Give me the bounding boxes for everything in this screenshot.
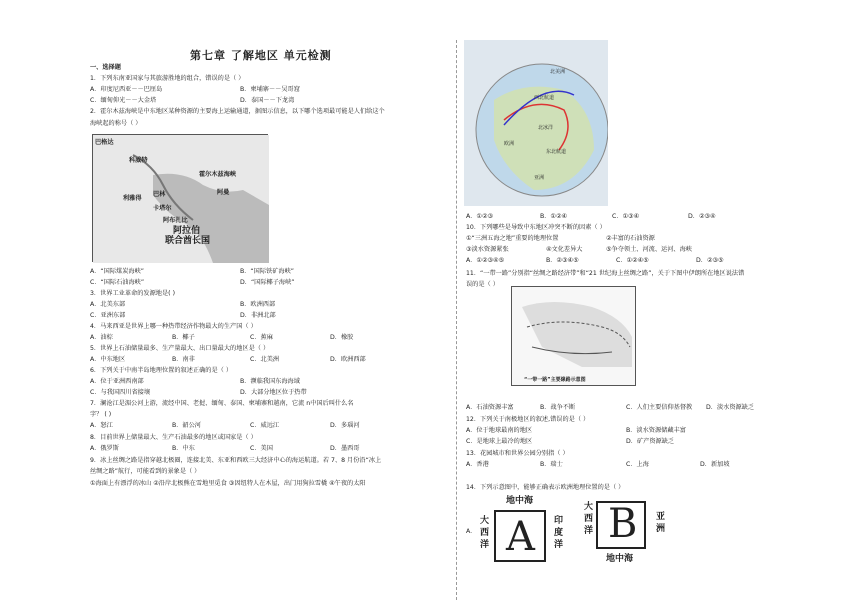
left-line: A．北美东部 bbox=[90, 301, 126, 308]
map-label-baghdad: 巴格达 bbox=[95, 139, 114, 146]
right-line: D．新加坡 bbox=[700, 461, 730, 468]
left-line: C．美国 bbox=[250, 445, 273, 452]
map-label-riyadh: 利雅得 bbox=[123, 195, 142, 202]
right-line: D．②③④ bbox=[688, 213, 716, 220]
left-line: C．与我国四川省接壤 bbox=[90, 389, 151, 396]
silk-road-caption: “一带一路”主要線路示意图 bbox=[524, 377, 586, 383]
left-line: 2．霍尔木兹海峡是中东地区某种资源的主要海上运输通道，据图示信息，以下哪个选项最可能是人们给这个 bbox=[90, 108, 385, 115]
right-line: B．战争不断 bbox=[540, 404, 576, 411]
globe-label-asia: 亚洲 bbox=[534, 175, 545, 181]
q14-b-letter: B bbox=[608, 501, 638, 547]
right-line: C．①②④⑤ bbox=[616, 257, 649, 264]
right-line: D．矿产资源缺乏 bbox=[626, 438, 675, 445]
left-line: 7．澜沧江是湄公河上游，流经中国、老挝、缅甸、泰国、柬埔寨和越南，它流 n中国后叫什么名 bbox=[90, 400, 354, 407]
left-line: C．亚洲东部 bbox=[90, 312, 126, 319]
q14-a-top: 地中海 bbox=[506, 496, 534, 506]
left-line: B．濒临我国东海海域 bbox=[240, 378, 300, 385]
globe-label-arctic: 北冰洋 bbox=[538, 125, 554, 131]
right-line: 10．下列哪些是导致中东地区冲突不断的因素（ ） bbox=[466, 224, 606, 231]
right-line: B．瑞士 bbox=[540, 461, 563, 468]
globe-label-europe: 欧洲 bbox=[504, 141, 515, 147]
map-label-arab: 阿拉伯 bbox=[173, 226, 201, 236]
right-line: A．①②③④⑤ bbox=[466, 257, 505, 264]
map-label-hormuz: 霍尔木兹海峡 bbox=[199, 171, 237, 178]
q14-b-right: 亚洲 bbox=[656, 512, 666, 534]
left-line: D．“国际椰子海峡” bbox=[240, 279, 295, 286]
map-label-abudhabi: 阿布扎比 bbox=[163, 217, 188, 224]
left-line: C．威远江 bbox=[250, 422, 280, 429]
right-line: A．①②③ bbox=[466, 213, 494, 220]
silk-road-map bbox=[511, 286, 636, 386]
q14-option-a: A. bbox=[466, 528, 473, 535]
q14-a-right: 印度洋 bbox=[554, 516, 564, 550]
silk-road-svg bbox=[512, 287, 637, 375]
q14-diagram-b bbox=[582, 499, 682, 569]
left-line: 9．冰上丝绸之路是指穿越北极圈，连接北美、东亚和西欧三大经济中心的海运航道。若 7、8 月份沿“冰上 bbox=[90, 457, 382, 464]
arctic-globe bbox=[464, 40, 608, 206]
left-line: C．北美洲 bbox=[250, 356, 280, 363]
left-line: B．欧洲西部 bbox=[240, 301, 276, 308]
left-line: 丝绸之路”航行，可能看到的景象是（ ） bbox=[90, 468, 201, 475]
column-divider bbox=[456, 40, 457, 600]
left-line: A．“国际煤炭海峡” bbox=[90, 268, 144, 275]
left-line: A．中东地区 bbox=[90, 356, 126, 363]
left-line: D．泰国－－下龙湾 bbox=[240, 97, 295, 104]
left-line: A．油棕 bbox=[90, 334, 113, 341]
right-line: B．淡水资源储藏丰富 bbox=[626, 427, 686, 434]
left-line: D．大部分地区位于热带 bbox=[240, 389, 307, 396]
map-label-uae: 联合酋长国 bbox=[165, 236, 211, 246]
left-line: C．“国际石油海峡” bbox=[90, 279, 145, 286]
left-line: B．中东 bbox=[172, 445, 195, 452]
q14-b-left: 大西洋 bbox=[584, 502, 594, 536]
right-line: ③淡水资源紧张 bbox=[466, 246, 509, 253]
left-line: D．欧洲西部 bbox=[330, 356, 366, 363]
left-line: D．橡胶 bbox=[330, 334, 354, 341]
left-line: B．椰子 bbox=[172, 334, 195, 341]
globe-label-namerica: 北美洲 bbox=[550, 69, 566, 75]
right-line: D．②③⑤ bbox=[696, 257, 724, 264]
q14-a-left: 大西洋 bbox=[480, 516, 490, 550]
left-line: B．南非 bbox=[172, 356, 195, 363]
right-line: C．是地球上最冷的地区 bbox=[466, 438, 533, 445]
right-line: B．②③④⑤ bbox=[546, 257, 579, 264]
q14-b-bottom: 地中海 bbox=[606, 554, 634, 564]
left-line: 8．目前世界上储量最大、生产石油最多的地区或国家是（ ） bbox=[90, 434, 257, 441]
left-line: C．蕉麻 bbox=[250, 334, 273, 341]
map-label-bahrain: 巴林 bbox=[153, 191, 166, 198]
page-title: 第七章 了解地区 单元检测 bbox=[190, 49, 332, 62]
left-line: A．俄罗斯 bbox=[90, 445, 119, 452]
right-line: 12．下列关于南极地区的叙述,错误的是（ ） bbox=[466, 416, 590, 423]
left-line: 字？ ( ) bbox=[90, 411, 112, 418]
left-line: B．柬埔寨－－吴哥窟 bbox=[240, 86, 300, 93]
section-heading: 一、选择题 bbox=[90, 64, 121, 71]
q14-diagram-a bbox=[480, 497, 578, 565]
map-label-kuwait: 科威特 bbox=[129, 157, 148, 164]
right-line: 13．花园城市和世界公园分别指（ ） bbox=[466, 450, 569, 457]
right-line: B．①②④ bbox=[540, 213, 568, 220]
right-line: ①“三洲五海之地”重要的地理位置 bbox=[466, 235, 559, 242]
right-line: A．香港 bbox=[466, 461, 489, 468]
right-line: D．淡水资源缺乏 bbox=[706, 404, 755, 411]
left-line: A．怒江 bbox=[90, 422, 113, 429]
left-line: A．印度尼西亚－－巴厘岛 bbox=[90, 86, 163, 93]
left-line: 3．世界工业革命的发源地是( ) bbox=[90, 290, 175, 297]
left-line: A．位于亚洲西南部 bbox=[90, 378, 144, 385]
q14-a-box bbox=[494, 510, 546, 562]
left-line: B．“国际铁矿海峡” bbox=[240, 268, 294, 275]
right-line: C．人们主要信仰基督教 bbox=[626, 404, 693, 411]
left-line: D．非洲北部 bbox=[240, 312, 276, 319]
map-label-qatar: 卡塔尔 bbox=[153, 205, 172, 212]
right-line: 14．下列示意图中，能够正确表示欧洲地理位置的是（ ） bbox=[466, 484, 625, 491]
map-label-oman: 阿曼 bbox=[217, 189, 230, 196]
right-line: ②丰富的石油资源 bbox=[606, 235, 655, 242]
right-line: ④文化差异大 bbox=[546, 246, 583, 253]
right-line: 11．“一带一路”分别指“丝绸之路经济带”和“21 世纪海上丝绸之路”，关于下图中伊朗所在地区说法错 bbox=[466, 270, 745, 277]
right-line: C．①③④ bbox=[612, 213, 640, 220]
left-line: 1．下列东南亚国家与其旅游胜地的组合，错误的是（ ） bbox=[90, 75, 245, 82]
q14-b-box bbox=[596, 501, 646, 549]
q14-a-letter: A bbox=[506, 514, 535, 560]
left-line: 6．下列关于中南半岛地理位置的叙述正确的是（ ） bbox=[90, 367, 233, 374]
left-line: D．多瑙河 bbox=[330, 422, 360, 429]
gulf-map bbox=[92, 134, 268, 262]
globe-label-nw: 西北航道 bbox=[534, 95, 555, 101]
right-line: A．位于地球最南的地区 bbox=[466, 427, 533, 434]
left-line: 4．马来西亚是世界上哪一种热带经济作物最大的生产国（ ） bbox=[90, 323, 257, 330]
globe-label-ne: 东北航道 bbox=[546, 149, 567, 155]
left-line: C．缅甸仰光－－大金塔 bbox=[90, 97, 157, 104]
left-line: ①海面上有漂浮的冰山 ②沿岸北极熊在雪地里觅食 ③因纽特人在木屋，出门用狗拉雪橇 ④午夜的太阳 bbox=[90, 480, 366, 487]
right-line: A．石油资源丰富 bbox=[466, 404, 514, 411]
left-line: B．韶公河 bbox=[172, 422, 201, 429]
left-line: 海峡起的称号（ ） bbox=[90, 120, 142, 127]
right-line: C．上海 bbox=[626, 461, 649, 468]
right-line: 误的是（ ） bbox=[466, 281, 499, 288]
left-line: 5．世界上石油储量最多、生产量最大、出口量最大的地区是（ ） bbox=[90, 345, 270, 352]
left-line: D．墨西哥 bbox=[330, 445, 360, 452]
right-line: ⑤争夺领土、河流、运河、海峡 bbox=[606, 246, 692, 253]
